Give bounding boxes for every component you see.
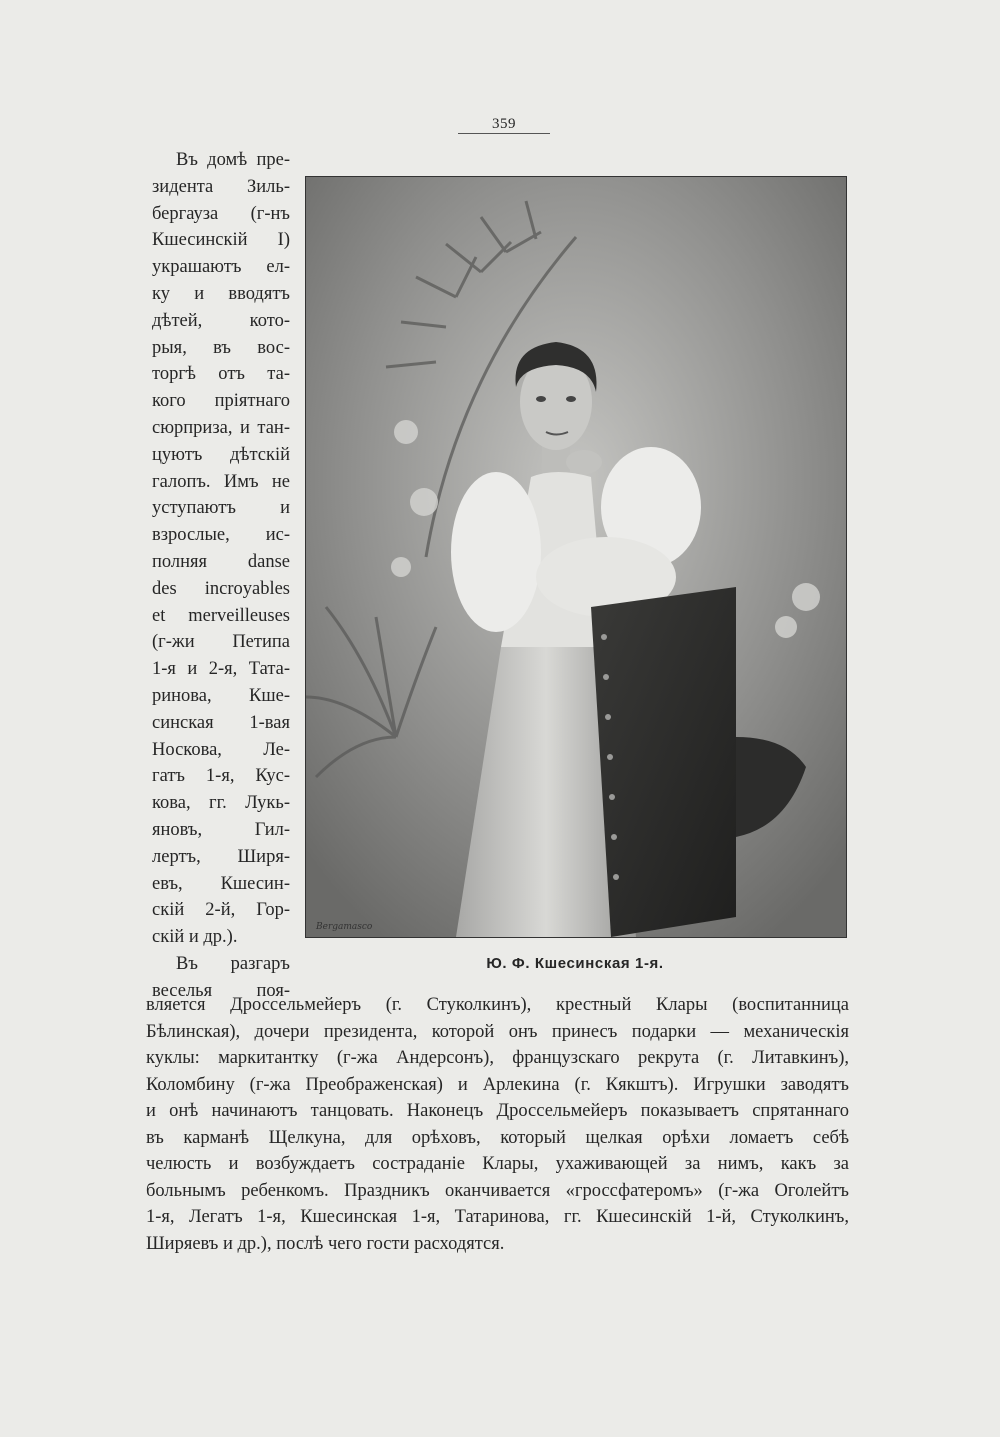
left-sleeve [451, 472, 541, 632]
text-line: больнымъ ребенкомъ. Праздникъ оканчивается «гроссфатеромъ» (г-жа Оголейтъ [146, 1180, 849, 1201]
text-line: Бѣлинская), дочери президента, которой онъ принесъ подарки — механическія [146, 1021, 849, 1042]
text-line: и онѣ начинаютъ танцовать. Наконецъ Дроссельмейеръ показываетъ спрятаннаго [146, 1101, 849, 1121]
photo-caption: Ю. Ф. Кшесинская 1-я. [486, 955, 664, 972]
text-line: Ширяевъ и др.), послѣ чего гости расходятся. [146, 1233, 505, 1254]
text-line: кого пріятнаго [152, 391, 290, 412]
text-line: яновъ, Гил- [152, 819, 290, 840]
text-line: веселья поя- [152, 980, 290, 1001]
text-line: уступаютъ и [152, 498, 290, 519]
text-line: Въ домѣ пре- [176, 150, 290, 170]
text-line: дѣтей, кото- [152, 310, 290, 331]
text-line: вляется Дроссельмейеръ (г. Стуколкинъ), крестный Клары (воспитанница [146, 995, 849, 1015]
text-line: евъ, Кшесин- [152, 873, 290, 894]
text-line: куклы: маркитантку (г-жа Андерсонъ), французскаго рекрута (г. Литавкинъ), [146, 1048, 849, 1068]
text-line: зидента Зиль- [152, 176, 290, 197]
text-line: цуютъ дѣтскій [152, 444, 290, 465]
page-number-rule [458, 133, 550, 134]
text-line: гатъ 1-я, Кус- [152, 766, 290, 787]
text-line: Кшесинскій I) [152, 230, 290, 251]
text-line: ринова, Кше- [152, 685, 290, 706]
text-line: лертъ, Ширя- [152, 846, 290, 867]
text-line: взрослые, ис- [152, 525, 290, 546]
page-number: 359 [492, 116, 516, 132]
text-line: et merveilleuses [152, 605, 290, 626]
photographer-signature: Bergamasco [316, 922, 373, 932]
portrait-illustration [306, 177, 846, 937]
text-line: Носкова, Ле- [152, 739, 290, 760]
text-line: рыя, въ вос- [152, 337, 290, 358]
text-line: бергауза (г-нъ [152, 203, 290, 224]
text-line: 1-я и 2-я, Тата- [152, 659, 290, 680]
text-line: 1-я, Легатъ 1-я, Кшесинская 1-я, Татаринова, гг. Кшесинскій 1-й, Стуколкинъ, [146, 1207, 849, 1227]
text-line: челюсть и возбуждаетъ состраданіе Клары, ухаживающей за нимъ, какъ за [146, 1154, 849, 1174]
text-line: des incroyables [152, 578, 290, 599]
text-line: синская 1-вая [152, 712, 290, 733]
text-line: кова, гг. Лукь- [152, 793, 290, 814]
text-line: ку и вводятъ [152, 283, 290, 304]
portrait-photograph [305, 176, 847, 938]
text-line: Въ разгаръ [176, 953, 290, 974]
text-line: скій и др.). [152, 927, 238, 948]
text-line: Коломбину (г-жа Преображенская) и Арлекина (г. Кякштъ). Игрушки заводятъ [146, 1074, 849, 1095]
hand [566, 450, 602, 474]
text-line: скій 2-й, Гор- [152, 900, 290, 921]
text-line: полняя danse [152, 551, 290, 572]
text-line: сюрприза, и тан- [152, 417, 290, 438]
chair-back [591, 587, 736, 937]
text-line: украшаютъ ел- [152, 257, 290, 278]
text-line: (г-жи Петипа [152, 632, 290, 653]
body-text [146, 992, 849, 1257]
text-line: въ карманѣ Щелкуна, для орѣховъ, который щелкая орѣхи ломаетъ себѣ [146, 1127, 849, 1148]
text-line: торгѣ отъ та- [152, 364, 290, 385]
left-column-text [152, 147, 290, 1005]
text-line: галопъ. Имъ не [152, 471, 290, 492]
